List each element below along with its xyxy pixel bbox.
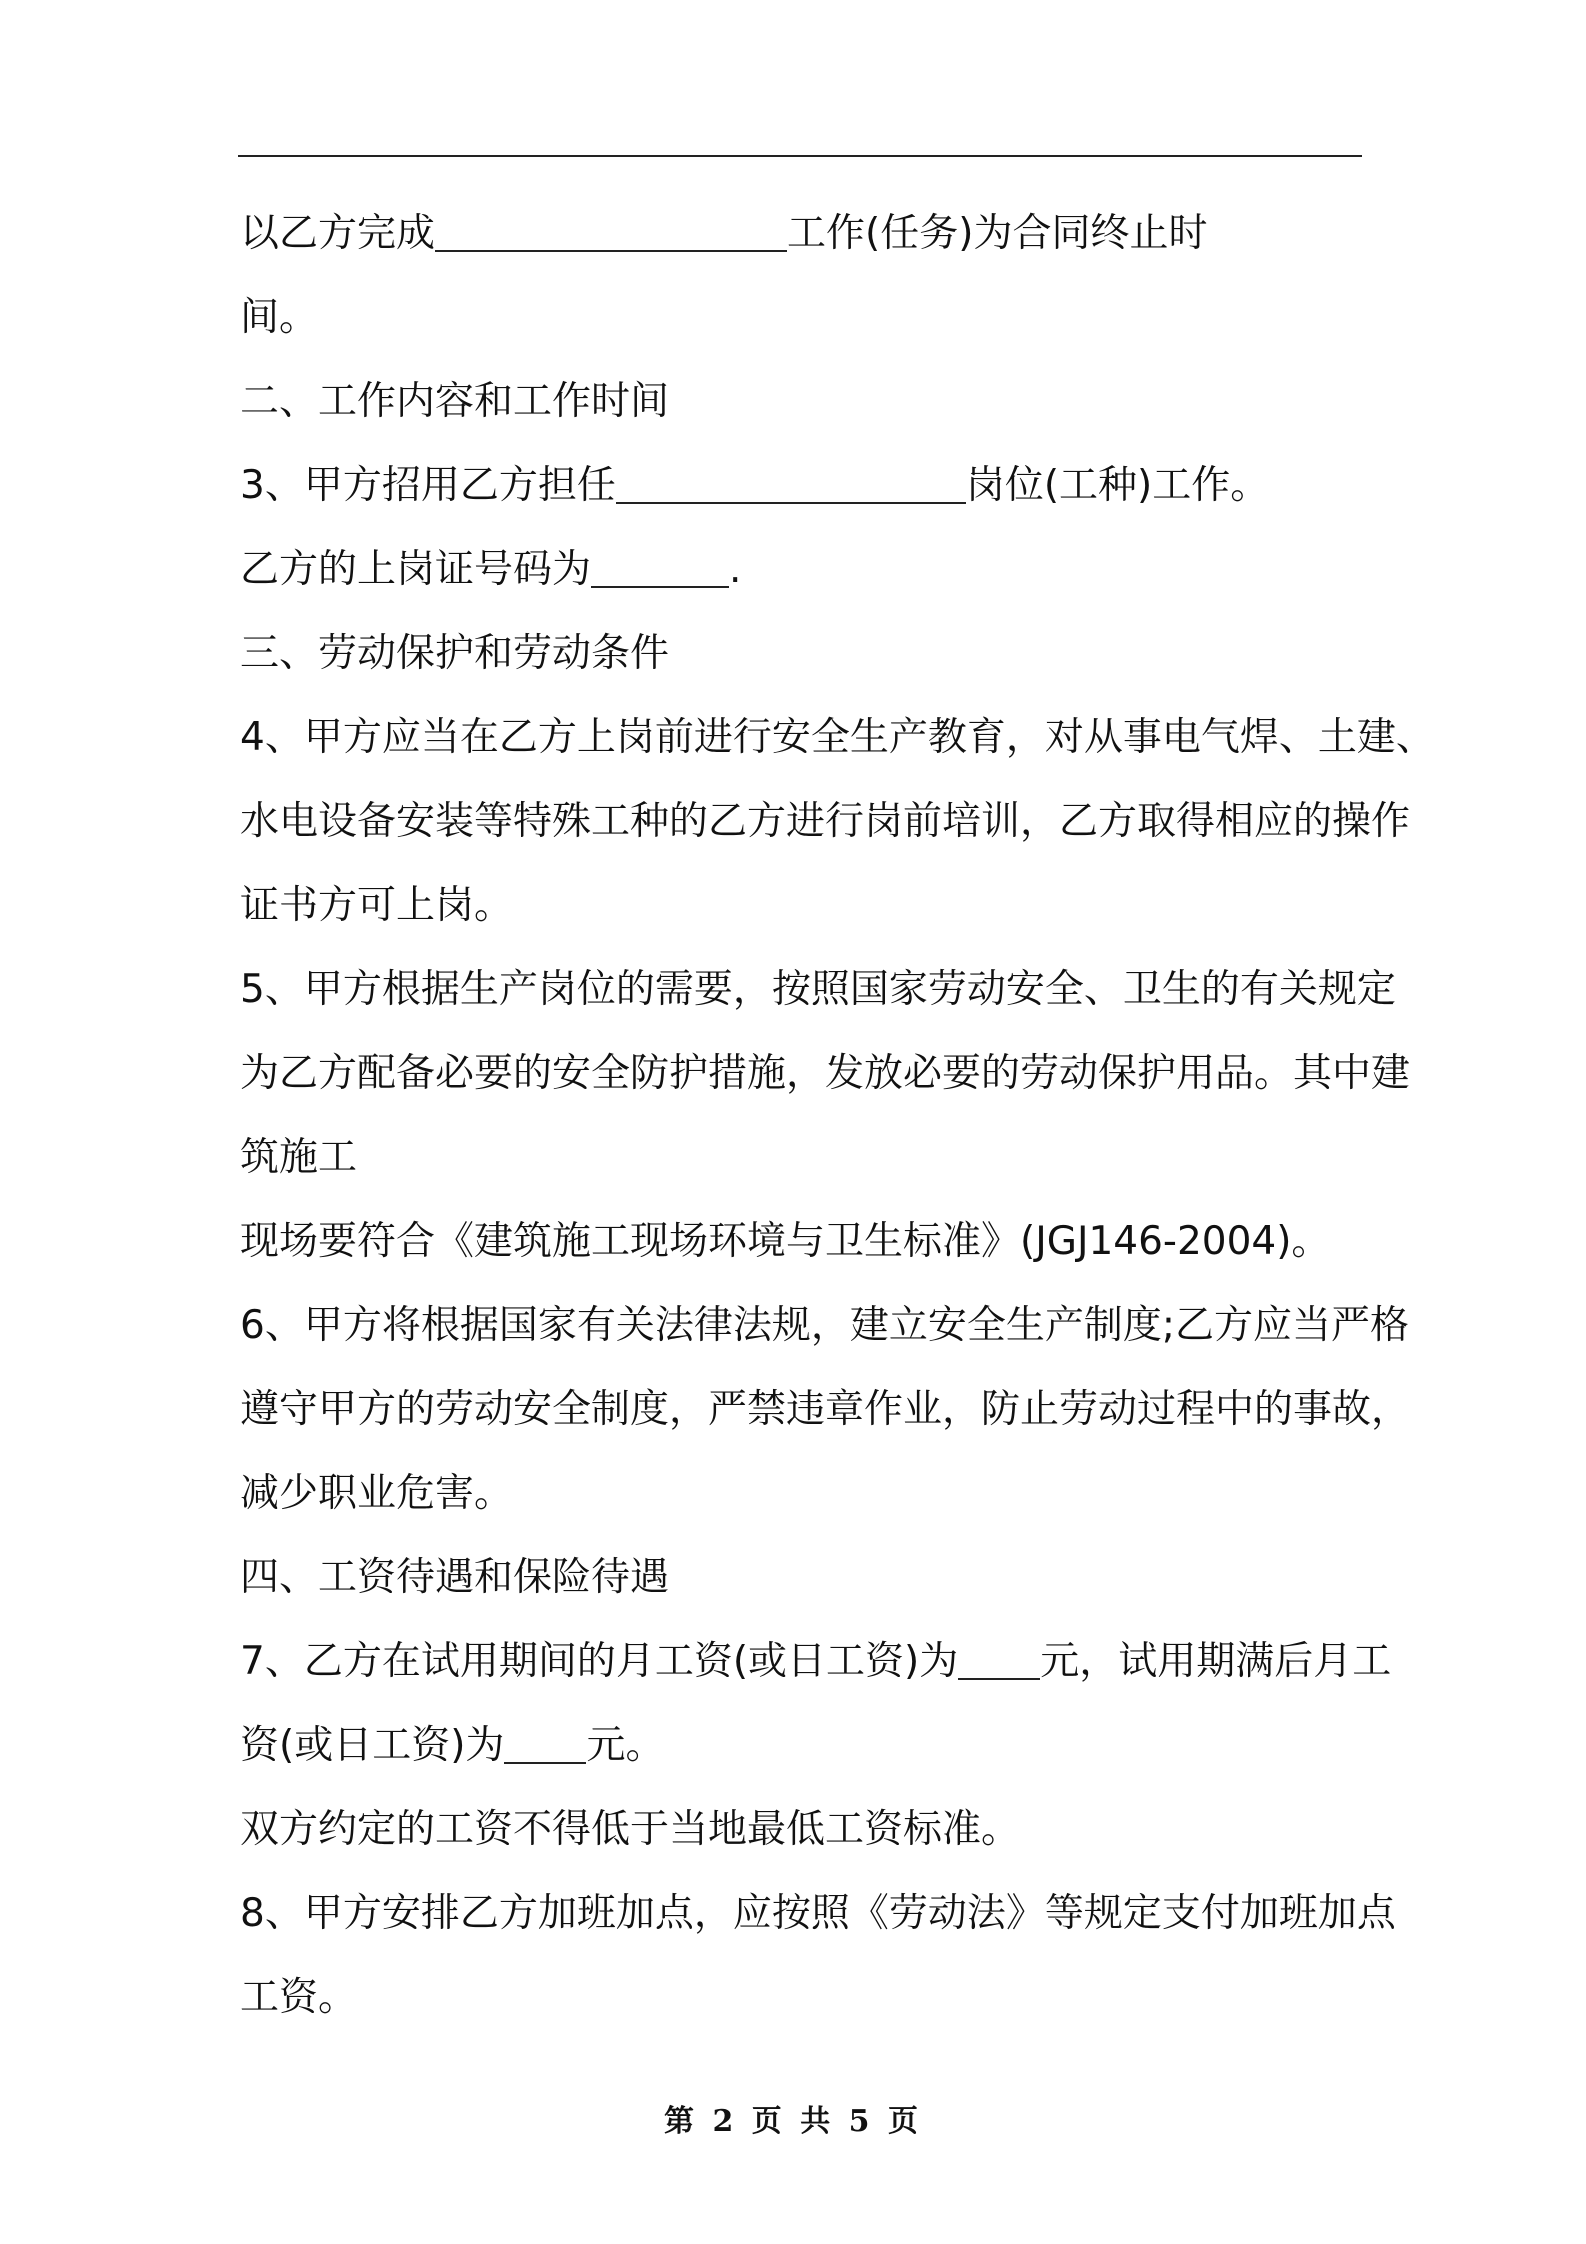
text-segment: 元，试用期满后月工 bbox=[1040, 1639, 1392, 1684]
text-line-1 bbox=[240, 192, 1207, 276]
text-line-9: 证书方可上岗。 bbox=[240, 883, 514, 928]
fill-in-blank-task bbox=[435, 206, 787, 252]
text-line-8: 水电设备安装等特殊工种的乙方进行岗前培训，乙方取得相应的操作 bbox=[240, 799, 1411, 844]
text-line-22: 工资。 bbox=[240, 1975, 358, 2020]
text-segment: 7、乙方在试用期间的月工资(或日工资)为 bbox=[240, 1639, 959, 1684]
text-line-21: 8、甲方安排乙方加班加点，应按照《劳动法》等规定支付加班加点 bbox=[240, 1891, 1396, 1936]
text-segment: 以乙方完成 bbox=[240, 211, 436, 256]
header-rule bbox=[238, 155, 1362, 157]
fill-in-blank-certificate bbox=[591, 542, 729, 588]
text-segment: 资(或日工资)为 bbox=[240, 1723, 505, 1768]
text-segment: 工作(任务)为合同终止时 bbox=[787, 211, 1208, 256]
text-line-11: 为乙方配备必要的安全防护措施，发放必要的劳动保护用品。其中建 bbox=[240, 1051, 1411, 1096]
fill-in-blank-regular-wage bbox=[504, 1718, 586, 1764]
fill-in-blank-position bbox=[616, 458, 966, 504]
text-line-4 bbox=[240, 444, 1269, 528]
section-heading-2: 二、工作内容和工作时间 bbox=[240, 379, 670, 424]
page-number: 第 2 页 共 5 页 bbox=[664, 2104, 922, 2139]
text-line-16: 减少职业危害。 bbox=[240, 1471, 514, 1516]
text-segment: 3、甲方招用乙方担任 bbox=[240, 463, 616, 508]
text-line-12: 筑施工 bbox=[240, 1135, 358, 1180]
text-line-5 bbox=[240, 528, 741, 612]
text-segment: 元。 bbox=[586, 1723, 665, 1768]
section-heading-3: 三、劳动保护和劳动条件 bbox=[240, 631, 670, 676]
text-line-13: 现场要符合《建筑施工现场环境与卫生标准》(JGJ146-2004)。 bbox=[240, 1219, 1331, 1264]
text-line-7: 4、甲方应当在乙方上岗前进行安全生产教育，对从事电气焊、土建、 bbox=[240, 715, 1435, 760]
text-segment: 岗位(工种)工作。 bbox=[965, 463, 1270, 508]
text-line-14: 6、甲方将根据国家有关法律法规，建立安全生产制度;乙方应当严格 bbox=[240, 1303, 1409, 1348]
text-line-15: 遵守甲方的劳动安全制度，严禁违章作业，防止劳动过程中的事故， bbox=[240, 1387, 1411, 1432]
fill-in-blank-trial-wage bbox=[958, 1634, 1040, 1680]
text-line-20: 双方约定的工资不得低于当地最低工资标准。 bbox=[240, 1807, 1021, 1852]
text-line-19 bbox=[240, 1704, 664, 1788]
text-line-10: 5、甲方根据生产岗位的需要，按照国家劳动安全、卫生的有关规定 bbox=[240, 967, 1396, 1012]
text-segment: 乙方的上岗证号码为 bbox=[240, 547, 592, 592]
text-segment: . bbox=[729, 547, 742, 592]
section-heading-4: 四、工资待遇和保险待遇 bbox=[240, 1555, 670, 1600]
text-line-2: 间。 bbox=[240, 295, 319, 340]
text-line-18 bbox=[240, 1620, 1391, 1704]
